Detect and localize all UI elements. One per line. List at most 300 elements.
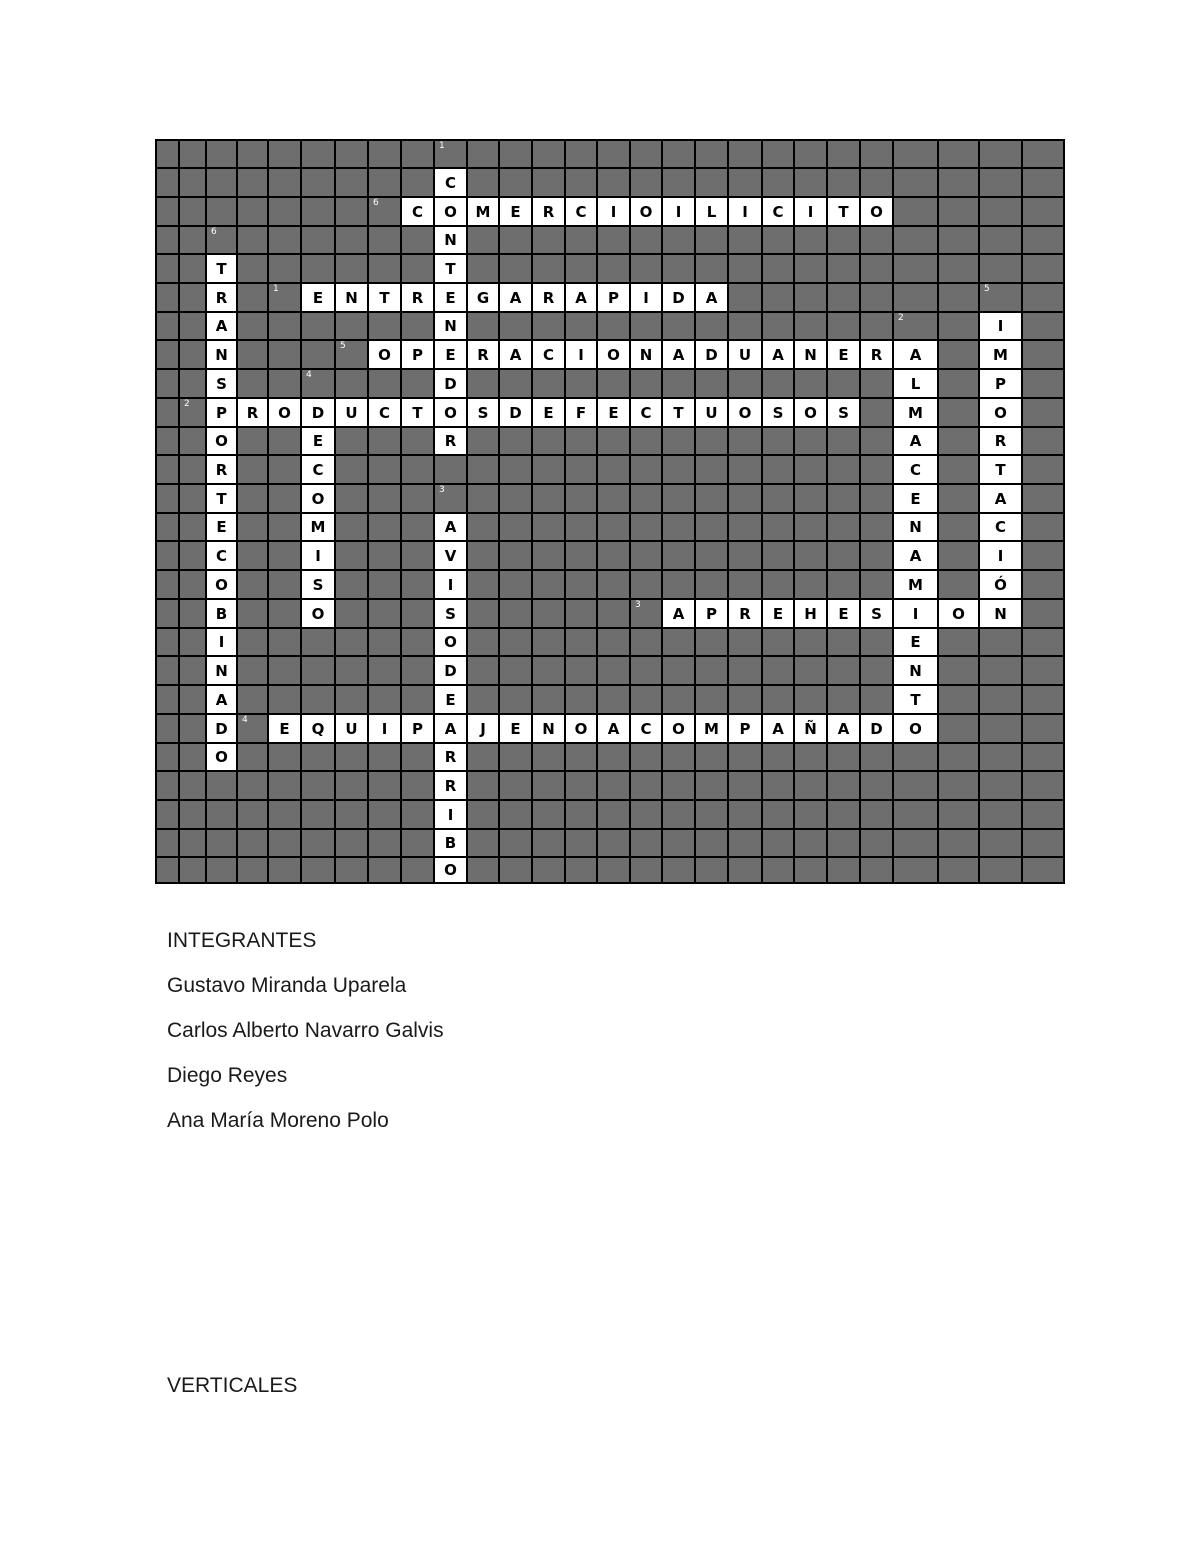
crossword-letter: T: [995, 460, 1006, 479]
crossword-letter: R: [215, 460, 228, 479]
crossword-letter: Ñ: [804, 719, 817, 738]
grid-line-horizontal: [155, 196, 1065, 198]
crossword-cell: [301, 714, 335, 743]
crossword-cell: [434, 656, 467, 685]
crossword-letter: E: [445, 345, 456, 364]
crossword-letter: C: [215, 546, 227, 565]
crossword-letter: A: [607, 719, 620, 738]
crossword-letter: I: [447, 575, 454, 594]
crossword-letter: T: [838, 202, 849, 221]
crossword-letter: V: [444, 546, 457, 565]
crossword-letter: C: [575, 202, 587, 221]
crossword-letter: C: [640, 403, 652, 422]
crossword-letter: D: [705, 345, 718, 364]
crossword-letter: L: [706, 202, 717, 221]
crossword-cell: [401, 197, 434, 226]
crossword-letter: H: [804, 604, 817, 623]
crossword-cell: [794, 340, 827, 369]
crossword-letter: Q: [311, 719, 325, 738]
crossword-letter: N: [804, 345, 817, 364]
crossword-letter: A: [509, 345, 522, 364]
crossword-letter: S: [838, 403, 849, 422]
crossword-letter: I: [578, 345, 584, 364]
crossword-cell: [335, 283, 368, 312]
crossword-letter: A: [215, 690, 228, 709]
crossword-cell: [206, 570, 237, 599]
crossword-letter: I: [447, 805, 454, 824]
clue-number: 4: [306, 370, 312, 380]
member-name: Gustavo Miranda Uparela: [167, 974, 407, 997]
crossword-letter: C: [378, 403, 390, 422]
crossword-cell: [467, 283, 499, 312]
crossword-letter: N: [542, 719, 555, 738]
crossword-letter: S: [445, 604, 456, 623]
crossword-letter: E: [838, 345, 849, 364]
crossword-letter: M: [704, 719, 719, 738]
crossword-cell: [565, 283, 597, 312]
clue-number: 3: [635, 600, 641, 610]
crossword-letter: T: [379, 288, 390, 307]
crossword-cell: [206, 312, 237, 340]
crossword-cell: [434, 570, 467, 599]
crossword-cell: [597, 714, 630, 743]
crossword-letter: D: [444, 374, 457, 393]
crossword-cell: [860, 197, 893, 226]
crossword-letter: E: [608, 403, 619, 422]
crossword-letter: R: [477, 345, 489, 364]
crossword-cell: [597, 283, 630, 312]
crossword-letter: S: [477, 403, 489, 422]
crossword-cell: [206, 656, 237, 685]
crossword-letter: I: [381, 719, 388, 738]
crossword-cell: [499, 714, 532, 743]
crossword-cell: [695, 283, 728, 312]
crossword-letter: F: [575, 403, 587, 422]
crossword-letter: E: [312, 288, 324, 307]
crossword-letter: A: [772, 719, 784, 738]
crossword-cell: [206, 283, 237, 312]
crossword-letter: I: [315, 546, 321, 565]
crossword-cell: [979, 427, 1022, 455]
crossword-cell: [237, 398, 268, 427]
grid-line-horizontal: [155, 627, 1065, 629]
member-name: Diego Reyes: [167, 1064, 288, 1087]
crossword-letter: O: [444, 861, 457, 879]
crossword-letter: N: [444, 231, 457, 249]
crossword-letter: M: [310, 518, 326, 536]
crossword-cell: [206, 484, 237, 513]
grid-line-horizontal: [155, 742, 1065, 744]
crossword-cell: [206, 254, 237, 283]
crossword-letter: T: [445, 259, 456, 278]
clue-number: 1: [273, 284, 279, 294]
grid-line-horizontal: [155, 799, 1065, 801]
clue-number-cell: [237, 714, 268, 743]
crossword-letter: I: [610, 202, 617, 221]
crossword-letter: C: [542, 345, 554, 364]
crossword-letter: A: [575, 288, 587, 307]
crossword-cell: [434, 599, 467, 628]
crossword-cell: [662, 197, 695, 226]
crossword-cell: [630, 197, 662, 226]
crossword-letter: Ó: [994, 575, 1007, 594]
crossword-letter: D: [870, 719, 883, 738]
grid-line-horizontal: [155, 856, 1065, 858]
clue-number-cell: [434, 140, 467, 168]
crossword-letter: R: [246, 403, 259, 422]
crossword-cell: [206, 455, 237, 484]
crossword-letter: I: [997, 546, 1004, 565]
crossword-cell: [695, 398, 728, 427]
crossword-cell: [401, 340, 434, 369]
crossword-cell: [893, 685, 938, 714]
crossword-letter: S: [772, 403, 784, 422]
crossword-letter: S: [871, 604, 882, 623]
crossword-letter: O: [278, 403, 291, 422]
crossword-cell: [532, 398, 565, 427]
crossword-cell: [762, 340, 794, 369]
crossword-letter: N: [909, 518, 922, 536]
crossword-letter: U: [345, 403, 358, 422]
clue-number: 2: [898, 313, 904, 323]
crossword-letter: D: [509, 403, 522, 422]
grid-line-horizontal: [155, 540, 1065, 542]
clue-number-cell: [368, 197, 401, 226]
crossword-letter: J: [480, 719, 486, 738]
crossword-cell: [695, 599, 728, 628]
crossword-cell: [206, 541, 237, 570]
crossword-letter: S: [216, 374, 227, 393]
crossword-cell: [794, 599, 827, 628]
crossword-letter: T: [216, 259, 227, 278]
crossword-cell: [630, 714, 662, 743]
clue-number: 5: [984, 284, 990, 294]
verticales-heading: VERTICALES: [167, 1374, 298, 1397]
crossword-letter: A: [444, 719, 457, 738]
crossword-cell: [467, 714, 499, 743]
grid-line-horizontal: [155, 426, 1065, 428]
crossword-cell: [499, 197, 532, 226]
crossword-cell: [860, 340, 893, 369]
crossword-letter: E: [910, 489, 921, 508]
crossword-letter: I: [218, 633, 225, 651]
crossword-cell: [860, 599, 893, 628]
crossword-cell: [206, 398, 237, 427]
crossword-letter: P: [412, 719, 423, 738]
crossword-letter: C: [909, 460, 921, 479]
crossword-cell: [979, 513, 1022, 541]
crossword-letter: N: [909, 661, 922, 680]
crossword-cell: [206, 340, 237, 369]
crossword-letter: P: [216, 403, 227, 422]
grid-line-horizontal: [155, 225, 1065, 227]
clue-number-cell: [179, 398, 206, 427]
crossword-letter: D: [311, 403, 325, 422]
crossword-cell: [434, 254, 467, 283]
crossword-cell: [695, 340, 728, 369]
integrantes-heading: INTEGRANTES: [167, 929, 317, 952]
crossword-letter: R: [739, 604, 751, 623]
crossword-letter: O: [607, 345, 620, 364]
crossword-cell: [532, 340, 565, 369]
crossword-cell: [979, 599, 1022, 628]
crossword-letter: M: [993, 345, 1008, 364]
crossword-letter: O: [311, 489, 325, 508]
crossword-cell: [893, 398, 938, 427]
clue-number-cell: [979, 283, 1022, 312]
crossword-cell: [268, 398, 301, 427]
grid-line-horizontal: [155, 397, 1065, 399]
crossword-letter: C: [772, 202, 784, 221]
crossword-cell: [827, 197, 860, 226]
crossword-letter: T: [910, 690, 921, 709]
grid-line-horizontal: [155, 368, 1065, 370]
crossword-cell: [301, 541, 335, 570]
member-name: Carlos Alberto Navarro Galvis: [167, 1019, 444, 1042]
crossword-cell: [401, 714, 434, 743]
crossword-cell: [695, 197, 728, 226]
crossword-cell: [893, 541, 938, 570]
crossword-cell: [893, 513, 938, 541]
crossword-letter: O: [215, 748, 228, 766]
clue-number-cell: [301, 369, 335, 398]
crossword-cell: [893, 455, 938, 484]
crossword-cell: [794, 398, 827, 427]
clue-number: 1: [439, 141, 445, 151]
crossword-cell: [301, 513, 335, 541]
crossword-letter: N: [639, 345, 653, 364]
crossword-letter: T: [412, 403, 423, 422]
crossword-letter: R: [444, 748, 457, 766]
crossword-letter: D: [215, 719, 228, 738]
crossword-cell: [206, 685, 237, 714]
grid-line-horizontal: [155, 598, 1065, 600]
crossword-cell: [301, 484, 335, 513]
clue-number-cell: [335, 340, 368, 369]
crossword-cell: [434, 714, 467, 743]
crossword-cell: [979, 340, 1022, 369]
crossword-cell: [434, 398, 467, 427]
crossword-letter: P: [412, 345, 423, 364]
crossword-cell: [979, 570, 1022, 599]
crossword-cell: [301, 398, 335, 427]
crossword-letter: C: [994, 518, 1006, 536]
clue-number: 5: [340, 341, 346, 351]
crossword-letter: O: [378, 345, 391, 364]
crossword-cell: [368, 398, 401, 427]
crossword-cell: [893, 628, 938, 656]
crossword-letter: O: [311, 604, 325, 623]
crossword-cell: [532, 197, 565, 226]
crossword-cell: [630, 340, 662, 369]
crossword-letter: N: [345, 288, 358, 307]
crossword-letter: N: [994, 604, 1007, 623]
crossword-cell: [728, 398, 762, 427]
crossword-cell: [565, 714, 597, 743]
crossword-cell: [434, 628, 467, 656]
crossword-cell: [434, 427, 467, 455]
crossword-cell: [893, 656, 938, 685]
crossword-letter: R: [215, 288, 228, 307]
crossword-cell: [467, 398, 499, 427]
crossword-cell: [401, 398, 434, 427]
crossword-letter: A: [215, 317, 228, 335]
crossword-cell: [827, 340, 860, 369]
grid-line-horizontal: [155, 655, 1065, 657]
crossword-cell: [434, 771, 467, 800]
clue-number-cell: [206, 226, 237, 254]
crossword-letter: C: [444, 173, 456, 192]
crossword-letter: B: [215, 604, 228, 623]
crossword-letter: S: [312, 575, 324, 594]
crossword-letter: I: [675, 202, 682, 221]
crossword-letter: I: [912, 604, 919, 623]
crossword-cell: [301, 455, 335, 484]
grid-line-horizontal: [155, 882, 1065, 884]
crossword-cell: [434, 800, 467, 829]
clue-number-cell: [893, 312, 938, 340]
crossword-cell: [893, 484, 938, 513]
crossword-cell: [630, 283, 662, 312]
crossword-letter: O: [909, 719, 922, 738]
crossword-cell: [434, 168, 467, 197]
crossword-cell: [206, 599, 237, 628]
grid-line-horizontal: [155, 828, 1065, 830]
grid-line-horizontal: [155, 253, 1065, 255]
crossword-cell: [979, 455, 1022, 484]
crossword-cell: [434, 743, 467, 771]
crossword-cell: [499, 283, 532, 312]
crossword-letter: E: [279, 719, 290, 738]
grid-line-horizontal: [155, 139, 1065, 141]
crossword-letter: I: [742, 202, 748, 221]
crossword-cell: [268, 714, 301, 743]
crossword-letter: O: [639, 202, 653, 221]
crossword-cell: [368, 340, 401, 369]
crossword-cell: [794, 197, 827, 226]
crossword-cell: [206, 714, 237, 743]
crossword-cell: [762, 398, 794, 427]
clue-number: 4: [242, 715, 248, 725]
grid-line-horizontal: [155, 339, 1065, 341]
clue-number-cell: [434, 484, 467, 513]
crossword-cell: [762, 714, 794, 743]
crossword-cell: [938, 599, 979, 628]
crossword-letter: U: [705, 403, 718, 422]
grid-line-horizontal: [155, 167, 1065, 169]
crossword-cell: [434, 685, 467, 714]
crossword-cell: [434, 541, 467, 570]
member-name: Ana María Moreno Polo: [167, 1109, 389, 1132]
crossword-letter: O: [574, 719, 588, 738]
crossword-letter: I: [997, 317, 1004, 335]
crossword-cell: [434, 340, 467, 369]
crossword-cell: [662, 398, 695, 427]
crossword-letter: A: [909, 546, 922, 565]
crossword-cell: [893, 570, 938, 599]
crossword-letter: I: [643, 288, 649, 307]
crossword-letter: M: [475, 202, 491, 221]
crossword-cell: [762, 599, 794, 628]
crossword-cell: [301, 283, 335, 312]
crossword-cell: [893, 369, 938, 398]
crossword-letter: O: [994, 403, 1007, 422]
crossword-cell: [301, 427, 335, 455]
crossword-letter: O: [738, 403, 752, 422]
grid-line-horizontal: [155, 454, 1065, 456]
crossword-cell: [565, 197, 597, 226]
crossword-letter: A: [672, 345, 685, 364]
grid-line-horizontal: [155, 483, 1065, 485]
crossword-grid: [156, 140, 1064, 883]
crossword-letter: P: [995, 374, 1006, 393]
crossword-cell: [597, 197, 630, 226]
crossword-cell: [597, 340, 630, 369]
crossword-letter: E: [312, 432, 324, 450]
crossword-cell: [827, 398, 860, 427]
crossword-letter: A: [837, 719, 850, 738]
crossword-letter: L: [910, 374, 921, 393]
crossword-letter: N: [215, 661, 228, 680]
crossword-cell: [827, 714, 860, 743]
grid-line-horizontal: [155, 512, 1065, 514]
crossword-cell: [434, 197, 467, 226]
crossword-letter: R: [444, 776, 457, 795]
crossword-cell: [368, 714, 401, 743]
clue-number: 2: [184, 399, 190, 409]
crossword-cell: [532, 283, 565, 312]
crossword-cell: [728, 714, 762, 743]
crossword-letter: B: [444, 834, 457, 852]
crossword-letter: E: [510, 202, 521, 221]
crossword-cell: [794, 714, 827, 743]
crossword-cell: [979, 398, 1022, 427]
grid-line-horizontal: [155, 684, 1065, 686]
crossword-cell: [434, 283, 467, 312]
crossword-cell: [630, 398, 662, 427]
crossword-cell: [499, 398, 532, 427]
crossword-cell: [662, 599, 695, 628]
crossword-letter: E: [216, 518, 227, 536]
clue-number-cell: [630, 599, 662, 628]
crossword-letter: T: [673, 403, 684, 422]
crossword-letter: E: [910, 633, 921, 651]
crossword-cell: [499, 340, 532, 369]
clue-number: 6: [373, 198, 379, 208]
crossword-letter: G: [476, 288, 490, 307]
grid-line-horizontal: [155, 713, 1065, 715]
crossword-cell: [728, 197, 762, 226]
crossword-letter: A: [705, 288, 718, 307]
crossword-cell: [335, 714, 368, 743]
crossword-cell: [979, 541, 1022, 570]
crossword-letter: T: [216, 489, 227, 508]
crossword-cell: [401, 283, 434, 312]
crossword-cell: [893, 340, 938, 369]
crossword-letter: C: [312, 460, 324, 479]
crossword-letter: O: [215, 432, 228, 450]
crossword-letter: O: [672, 719, 685, 738]
crossword-letter: U: [345, 719, 358, 738]
crossword-cell: [301, 570, 335, 599]
crossword-letter: O: [870, 202, 883, 221]
crossword-cell: [662, 714, 695, 743]
crossword-cell: [206, 743, 237, 771]
crossword-letter: O: [804, 403, 817, 422]
crossword-letter: D: [444, 661, 457, 680]
crossword-cell: [467, 340, 499, 369]
clue-number-cell: [268, 283, 301, 312]
